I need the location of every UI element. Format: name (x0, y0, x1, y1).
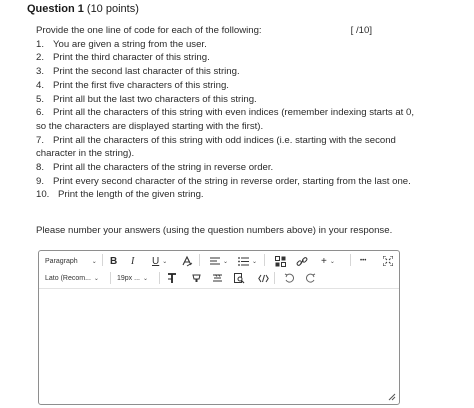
chevron-down-icon: ⌄ (93, 275, 99, 282)
question-prompt (36, 24, 416, 202)
chevron-down-icon: ⌄ (223, 258, 229, 265)
search-document-icon (234, 273, 245, 284)
insert-content-button[interactable] (275, 254, 286, 268)
rich-text-editor (38, 250, 400, 405)
insert-menu-button[interactable]: + ⌄ (321, 255, 335, 267)
list-item: 5. Print all but the last two characters of this string. (36, 93, 257, 105)
italic-button[interactable]: I (131, 255, 135, 267)
bold-button[interactable]: B (110, 255, 118, 267)
list-item: 7. Print all the characters of this string with odd indices (i.e. starting with the second character in the string). (36, 134, 396, 160)
highlighter-icon (191, 273, 202, 284)
prompt-intro: Provide the one line of code for each of the following: (36, 25, 262, 36)
code-icon (258, 274, 269, 283)
redo-button[interactable] (306, 271, 316, 285)
chevron-down-icon: ⌄ (162, 258, 168, 265)
chevron-down-icon: ⌄ (142, 275, 148, 282)
source-code-button[interactable] (258, 271, 269, 285)
bullet-list-icon (238, 257, 249, 266)
chevron-down-icon: ⌄ (91, 258, 97, 265)
find-button[interactable] (234, 271, 245, 285)
question-header (27, 3, 139, 15)
list-item: 6. Print all the characters of this string with even indices (remember indexing starts at 0, so the characters are displayed starting with the first). (36, 107, 414, 132)
editor-content-area[interactable] (39, 289, 399, 404)
paragraph-mark-button[interactable] (167, 271, 177, 285)
chevron-down-icon: ⌄ (252, 258, 258, 265)
list-item: 8. Print all the characters of the string in reverse order. (36, 162, 274, 174)
align-button[interactable] (210, 254, 228, 268)
text-color-button[interactable] (181, 254, 193, 268)
list-item: 9. Print every second character of the string in reverse order, starting from the last one. (36, 175, 411, 187)
link-icon (296, 256, 308, 267)
undo-icon (284, 273, 294, 283)
paragraph-select[interactable]: Paragraph ⌄ (45, 257, 97, 265)
list-item: 10. Print the length of the given string. (36, 189, 204, 201)
list-item: 3. Print the second last character of this string. (36, 66, 240, 78)
score-box: [ /10] (350, 25, 372, 36)
undo-button[interactable] (284, 271, 294, 285)
align-left-icon (210, 257, 220, 266)
redo-icon (306, 273, 316, 283)
question-title: Question 1 (27, 3, 84, 15)
fullscreen-button[interactable] (383, 254, 393, 268)
question-points: (10 points) (86, 3, 139, 15)
answer-instruction: Please number your answers (using the question numbers above) in your response. (36, 225, 393, 236)
list-item: 4. Print the first five characters of this string. (36, 79, 229, 91)
highlight-button[interactable] (191, 271, 202, 285)
insert-link-button[interactable] (296, 254, 308, 268)
chevron-down-icon: ⌄ (329, 258, 335, 265)
text-color-icon (181, 255, 193, 267)
equation-icon (212, 273, 223, 283)
font-family-select[interactable]: Lato (Recom... ⌄ (45, 274, 99, 282)
font-size-select[interactable]: 19px ... ⌄ (117, 274, 148, 282)
insert-content-icon (275, 256, 286, 267)
list-item: 1. You are given a string from the user. (36, 38, 207, 50)
paragraph-icon (167, 273, 177, 284)
resize-handle-icon[interactable] (387, 392, 396, 401)
more-actions-button[interactable]: ••• (360, 258, 367, 264)
fullscreen-icon (383, 256, 393, 266)
equation-button[interactable] (212, 271, 223, 285)
underline-button[interactable]: U ⌄ (152, 255, 168, 267)
list-button[interactable] (238, 254, 257, 268)
list-item: 2. Print the third character of this string. (36, 52, 210, 64)
